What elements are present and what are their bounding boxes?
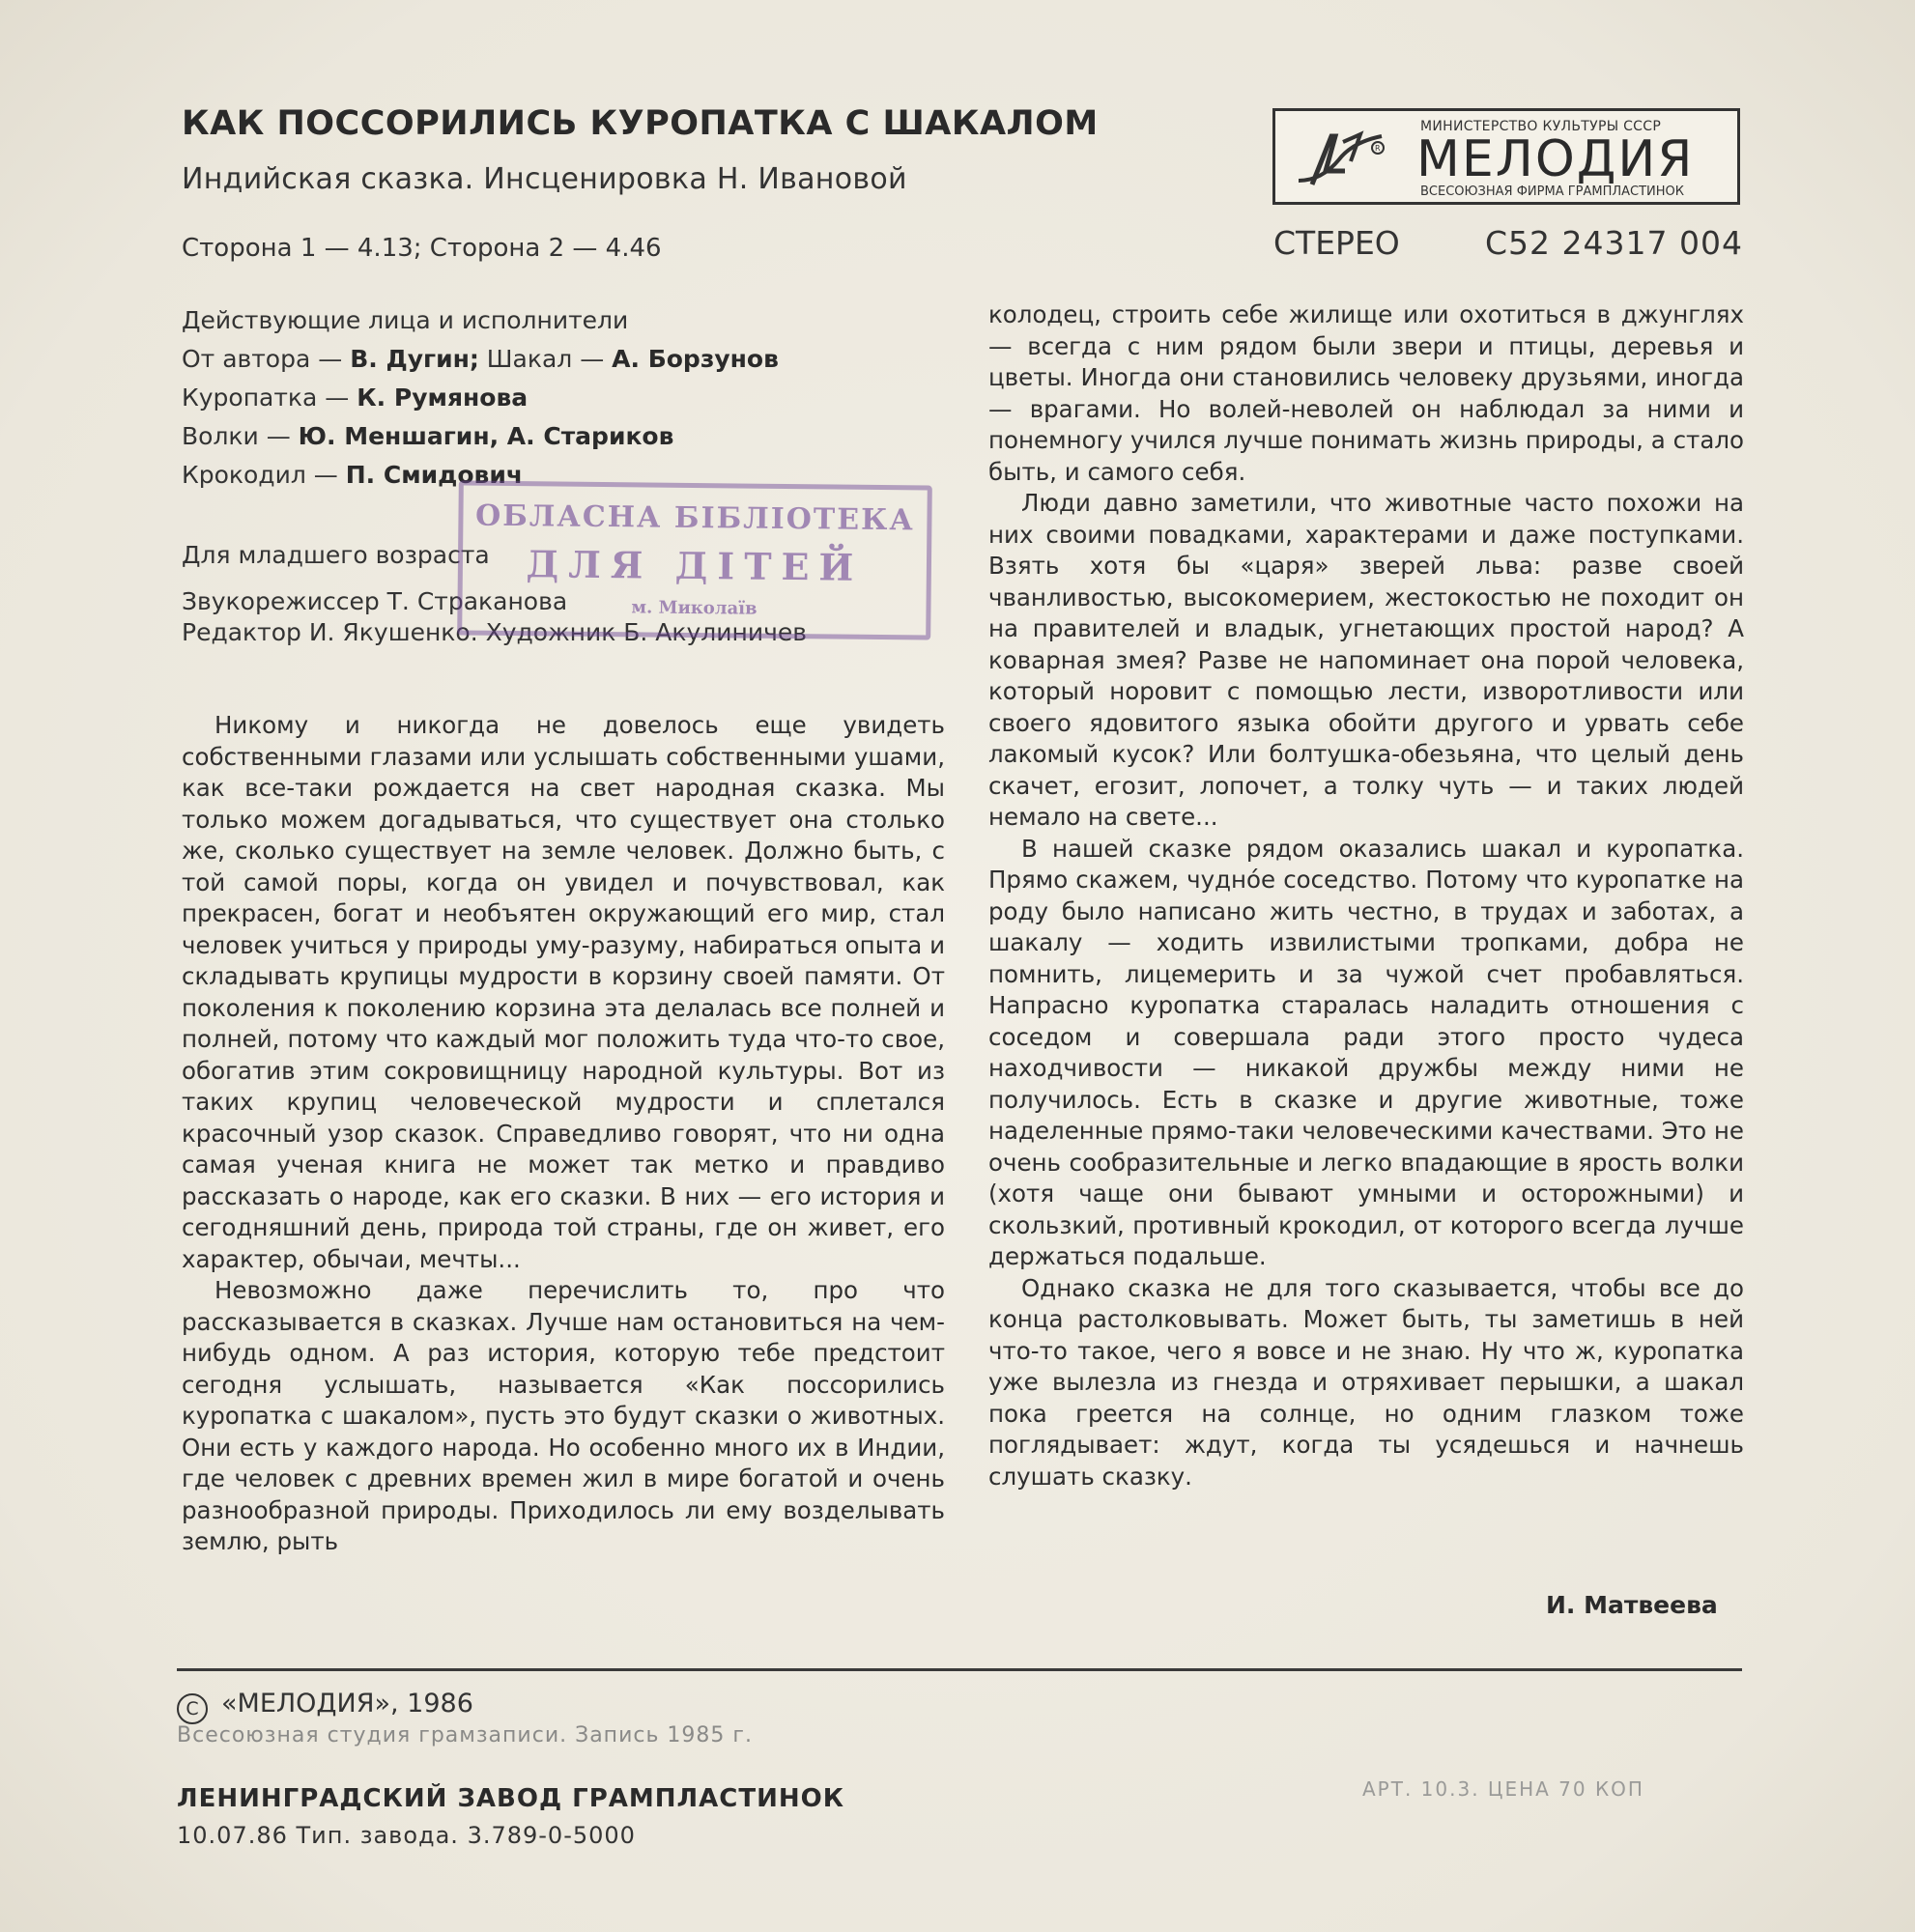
stereo-label: СТЕРЕО xyxy=(1273,224,1400,262)
logo-ministry: МИНИСТЕРСТВО КУЛЬТУРЫ СССР xyxy=(1420,119,1662,134)
catalog-number: С52 24317 004 xyxy=(1485,224,1743,262)
library-stamp xyxy=(457,480,932,639)
stamp-line: ОБЛАСНА БІБЛІОТЕКА xyxy=(474,498,916,538)
cast-actor: Ю. Меншагин, А. Стариков xyxy=(298,422,674,450)
article-paragraph: Никому и никогда не довелось еще увидеть собственными глазами или услышать собственными ушами, как все-таки рождается на свет народная сказка. Мы только можем догадываться, что существует она столько же, сколько существует на земле человек. Должно быть, с той самой поры, когда он увидел и почувствовал, как прекрасен, богат и необъятен окружающий его мир, стал человек учиться у природы уму-разуму, набираться опыта и складывать крупицы мудрости в корзину своей памяти. От поколения к поколению корзина эта делалась все полней и полней, потому что каждый мог положить туда что-то свое, обогатив этим сокровищницу народной культуры. Вот из таких крупиц человеческой мудрости и сплетался красочный узор сказок. Справедливо говорят, что ни одна самая ученая книга не может так метко и правдиво рассказать о народе, как его сказки. В них — его история и сегодняшний день, природа той страны, где он живет, его характер, обычаи, мечты... xyxy=(182,711,945,1273)
article-paragraph: Невозможно даже перечислить то, про что рассказывается в сказках. Лучше нам остановиться на чем-нибудь одном. А раз история, которую тебе предстоит сегодня услышать, называется «Как поссорились куропатка с шакалом», пусть это будут сказки о животных. Они есть у каждого народа. Но особенно много их в Индии, где человек с древних времен жил в мире богатой и очень разнообразной природы. Приходилось ли ему возделывать землю, рыть xyxy=(182,1276,945,1555)
copyright-text: «МЕЛОДИЯ», 1986 xyxy=(221,1689,473,1719)
logo-name: МЕЛОДИЯ xyxy=(1416,130,1695,188)
record-subtitle: Индийская сказка. Инсценировка Н. Ивановой xyxy=(182,162,907,196)
cast-role: Куропатка — xyxy=(182,384,357,412)
article-column-left xyxy=(182,710,945,1558)
cast-heading: Действующие лица и исполнители xyxy=(182,306,629,334)
article-paragraph: колодец, строить себе жилище или охотиться в джунглях — всегда с ним рядом были звери и птицы, деревья и цветы. Иногда они становились человеку друзьями, иногда — врагами. Но волей-неволей он наблюдал за ними и понемногу учился лучше понимать жизнь природы, а стало быть, и самого себя. xyxy=(988,300,1744,486)
copyright-line xyxy=(177,1689,473,1724)
article-paragraph: В нашей сказке рядом оказались шакал и куропатка. Прямо скажем, чудно́е соседство. Потому что куропатке на роду было написано жить честно, в трудах и заботах, а шакалу — ходить извилистыми тропками, добра не помнить, лицемерить и за чужой счет пробавляться. Напрасно куропатка старалась наладить отношения с соседом и совершала ради этого просто чудеса находчивости — никакой дружбы между ними не получилось. Есть в сказке и другие животные, тоже наделенные прямо-таки человеческими качествами. Это не очень сообразительные и легко впадающие в ярость волки (хотя чаще они бывают умными и осторожными) и скользкий, противный крокодил, от которого всегда лучше держаться подальше. xyxy=(988,834,1744,1270)
cast-line xyxy=(182,417,779,456)
editor-artist: Редактор И. Якушенко. Художник Б. Акулиничев xyxy=(182,618,807,646)
cast-role: Шакал — xyxy=(478,345,613,373)
sound-engineer: Звукорежиссер Т. Страканова xyxy=(182,587,568,615)
cast-role: От автора — xyxy=(182,345,351,373)
side-durations: Сторона 1 — 4.13; Сторона 2 — 4.46 xyxy=(182,234,662,263)
cast-actor: А. Борзунов xyxy=(612,345,779,373)
cast-actor: П. Смидович xyxy=(345,461,524,489)
cast-block xyxy=(182,301,779,495)
copyright-icon: C xyxy=(177,1693,208,1724)
cast-line xyxy=(182,379,779,417)
cast-role: Волки — xyxy=(182,422,299,450)
print-info: 10.07.86 Тип. завода. 3.789-0-5000 xyxy=(177,1822,636,1849)
melodiya-logo xyxy=(1272,108,1740,205)
article-column-right xyxy=(988,299,1744,1492)
studio-note: Всесоюзная студия грамзаписи. Запись 1985 г. xyxy=(177,1723,753,1747)
stamp-line: ДЛЯ ДІТЕЙ xyxy=(526,542,864,589)
svg-text:R: R xyxy=(1375,144,1381,153)
record-title: КАК ПОССОРИЛИСЬ КУРОПАТКА С ШАКАЛОМ xyxy=(182,104,1099,143)
cast-actor: В. Дугин; xyxy=(350,345,479,373)
stamp-line: м. Миколаїв xyxy=(631,597,757,619)
cast-role: Крокодил — xyxy=(182,461,346,489)
footer-divider xyxy=(177,1668,1742,1671)
melodiya-emblem-icon xyxy=(1293,123,1389,192)
age-note: Для младшего возраста xyxy=(182,541,490,569)
plant-name: ЛЕНИНГРАДСКИЙ ЗАВОД ГРАМПЛАСТИНОК xyxy=(177,1784,844,1813)
logo-firm: ВСЕСОЮЗНАЯ ФИРМА ГРАМПЛАСТИНОК xyxy=(1420,185,1685,199)
cast-actor: К. Румянова xyxy=(357,384,529,412)
price-info: АРТ. 10.3. ЦЕНА 70 КОП xyxy=(1362,1777,1644,1801)
article-paragraph: Люди давно заметили, что животные часто похожи на них своими повадками, характерами и даже поступками. Взять хотя бы «царя» зверей льва: разве своей чванливостью, высокомерием, жестокостью не походит он на правителей и владык, угнетающих простой народ? А коварная змея? Разве не напоминает она порой человека, который норовит с помощью лести, изворотливости или своего ядовитого языка обойти другого и урвать себе лакомый кусок? Или болтушка-обезьяна, что целый день скачет, егозит, лопочет, а толку чуть — и таких людей немало на свете... xyxy=(988,489,1744,831)
author-signature: И. Матвеева xyxy=(1546,1591,1718,1619)
cast-line xyxy=(182,340,779,379)
article-paragraph: Однако сказка не для того сказывается, чтобы все до конца растолковывать. Может быть, ты заметишь в ней что-то такое, чего я вовсе и не знаю. Ну что ж, куропатка уже вылезла из гнезда и отряхивает перышки, а шакал пока греется на солнце, но одним глазком тоже поглядывает: ждут, когда ты усядешься и начнешь слушать сказку. xyxy=(988,1273,1744,1491)
